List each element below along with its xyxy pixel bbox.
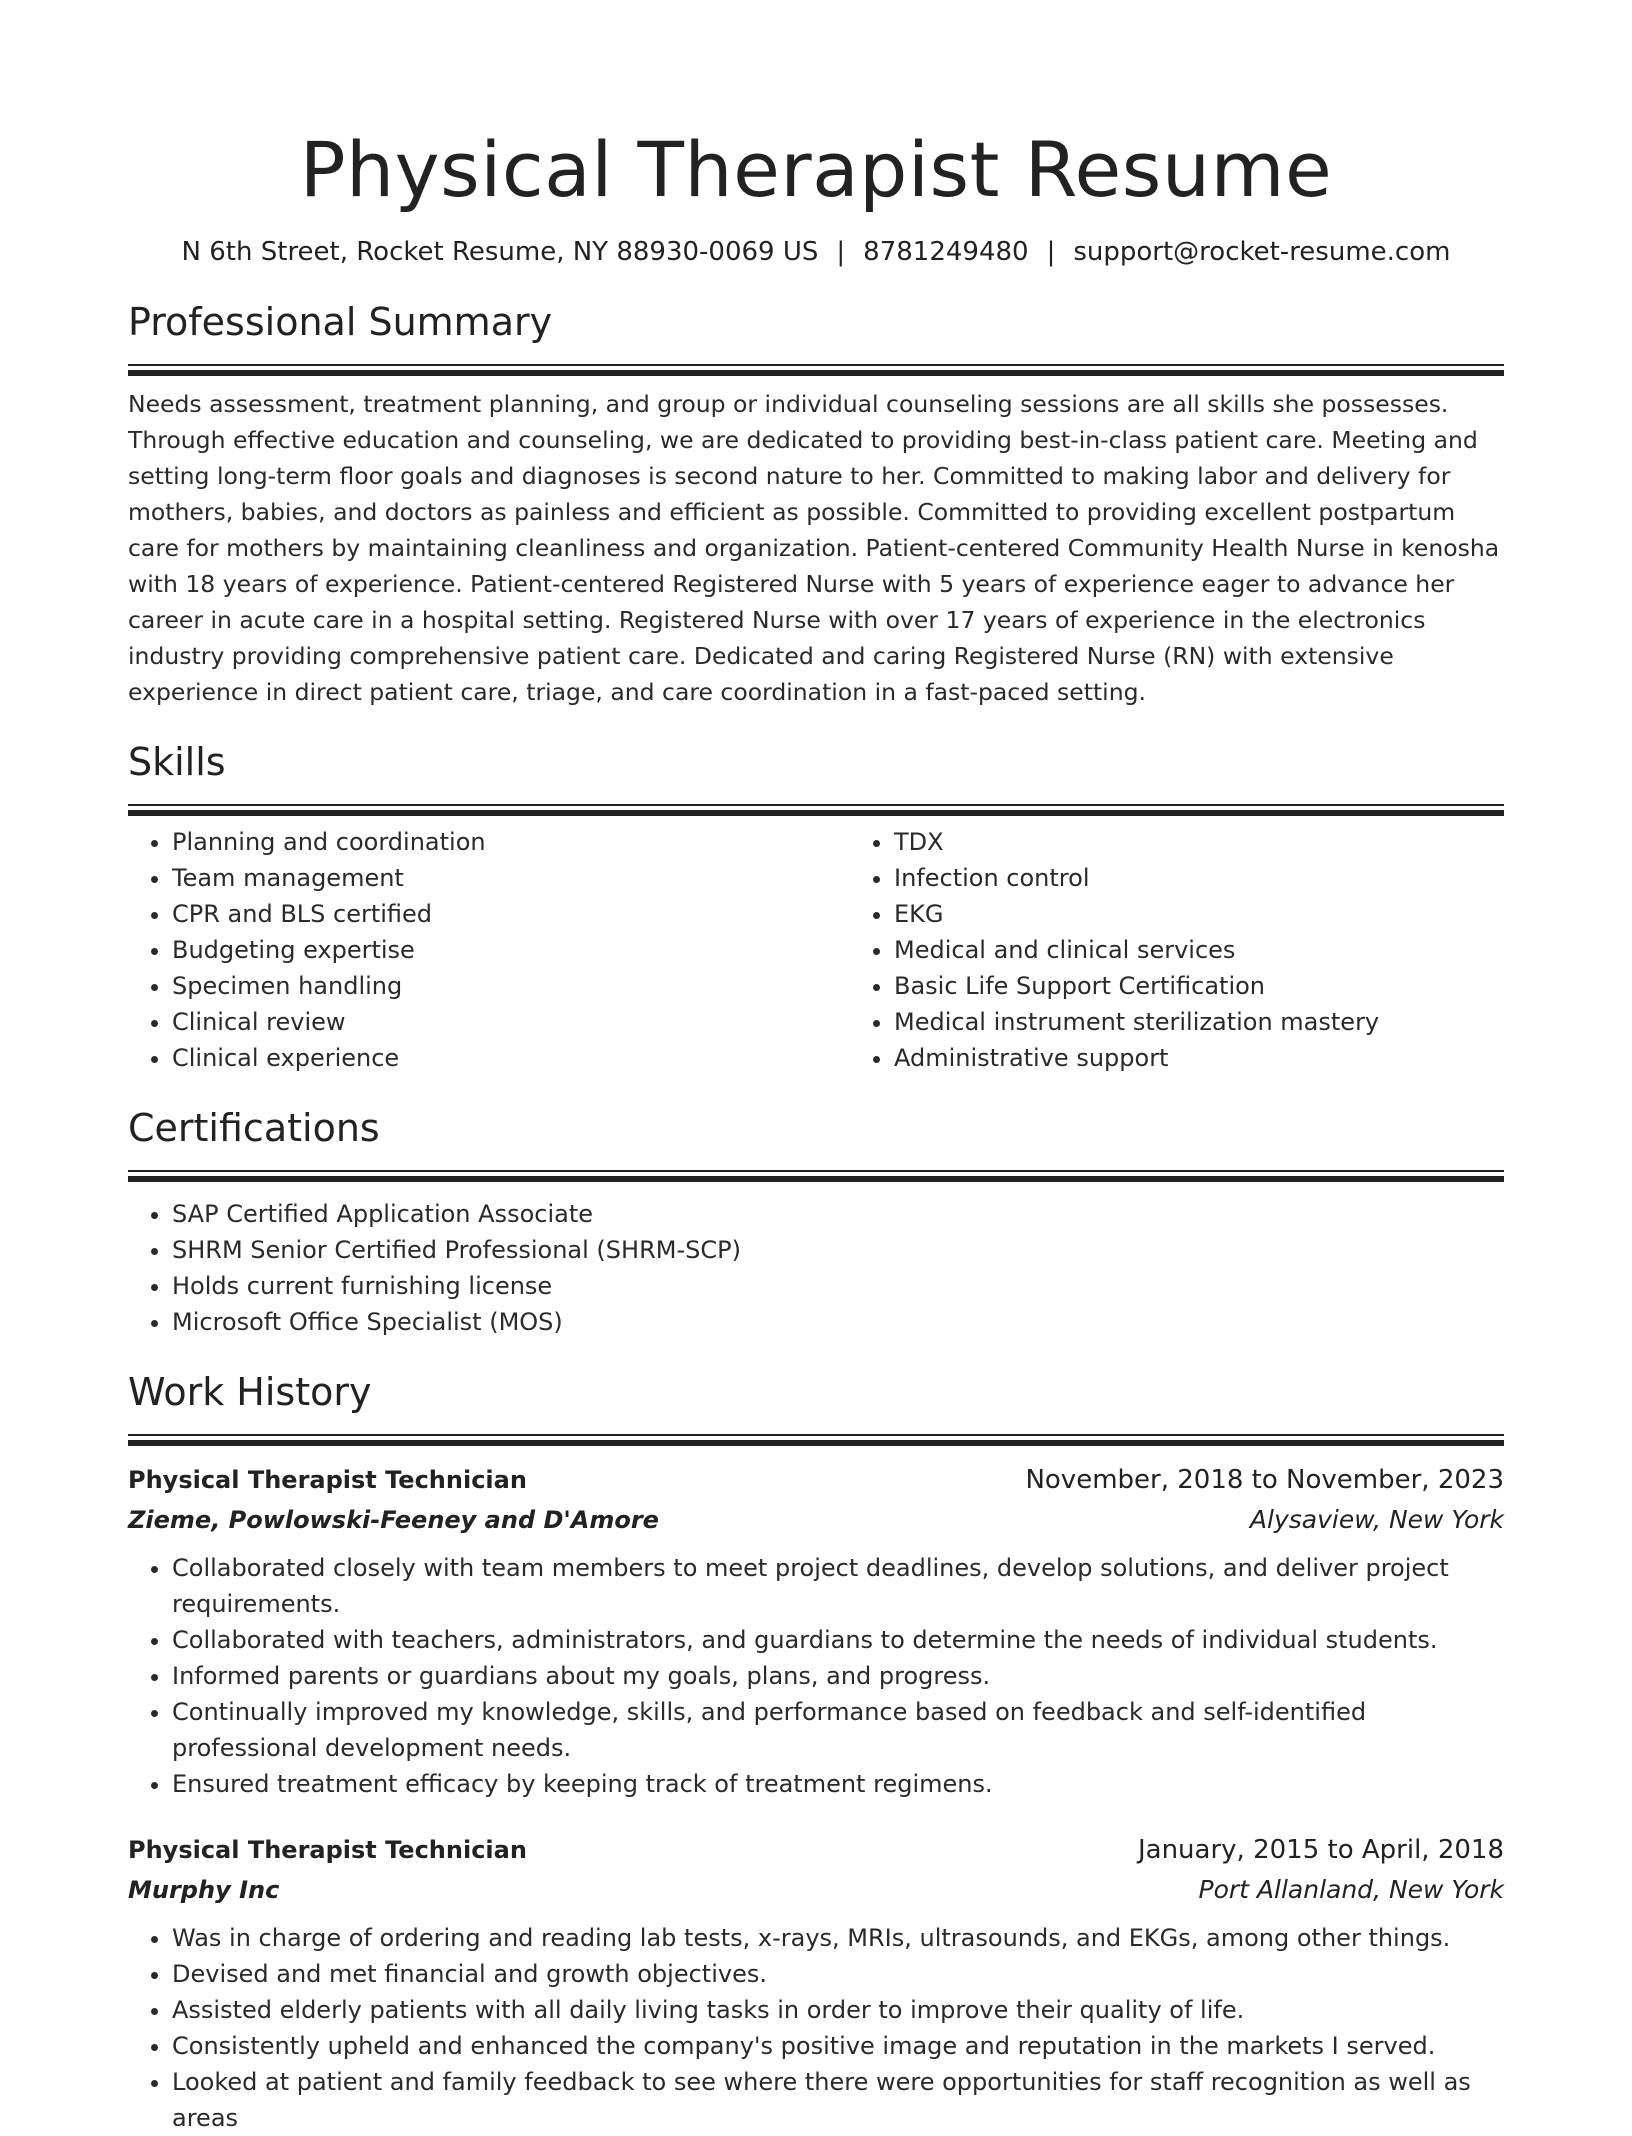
job-dates: November, 2018 to November, 2023 [1025,1465,1504,1495]
list-item: • CPR and BLS certified [172,896,850,932]
list-item: • Collaborated with teachers, administrators, and guardians to determine the needs of individual students. [172,1622,1504,1658]
contact-separator: | [1046,237,1056,267]
skills-list-left [128,824,850,1076]
job-company: Zieme, Powlowski-Feeney and D'Amore [128,1506,659,1534]
section-divider [128,1434,1504,1446]
job-header [128,1460,1504,1500]
list-item: • EKG [894,896,1572,932]
contact-email[interactable]: support@rocket-resume.com [1073,237,1451,267]
job-subheader [128,1870,1504,1910]
job-title: Physical Therapist Technician [128,1466,527,1494]
skills-list-right [850,824,1572,1076]
section-divider [128,364,1504,376]
list-item: • Was in charge of ordering and reading lab tests, x-rays, MRIs, ultrasounds, and EKGs, among other things. [172,1920,1504,1956]
work-history-section [128,1366,1504,2136]
list-item: • Informed parents or guardians about my goals, plans, and progress. [172,1658,1504,1694]
skills-section [128,736,1504,1076]
list-item: • Infection control [894,860,1572,896]
list-item: • Planning and coordination [172,824,850,860]
section-divider [128,1170,1504,1182]
list-item: • Assisted elderly patients with all daily living tasks in order to improve their quality of life. [172,1992,1504,2028]
job-subheader [128,1500,1504,1540]
list-item: • Basic Life Support Certification [894,968,1572,1004]
resume-content [128,118,1504,2136]
job-entry [128,1830,1504,2136]
list-item: • Clinical experience [172,1040,850,1076]
list-item: • Team management [172,860,850,896]
job-company: Murphy Inc [128,1876,280,1904]
job-bullets [128,1550,1504,1802]
contact-phone: 8781249480 [863,237,1029,267]
list-item: • SHRM Senior Certified Professional (SHRM-SCP) [172,1232,1504,1268]
list-item: • Holds current furnishing license [172,1268,1504,1304]
contact-address: N 6th Street, Rocket Resume, NY 88930-0069 US [181,237,819,267]
page-title: Physical Therapist Resume [299,125,1333,214]
list-item: • Specimen handling [172,968,850,1004]
list-item: • TDX [894,824,1572,860]
contact-line [128,234,1504,270]
job-entry [128,1460,1504,1802]
list-item: • Looked at patient and family feedback to see where there were opportunities for staff recognition as well as areas [172,2064,1504,2136]
list-item: • SAP Certified Application Associate [172,1196,1504,1232]
list-item: • Medical and clinical services [894,932,1572,968]
certifications-list [128,1196,1504,1340]
list-item: • Ensured treatment efficacy by keeping track of treatment regimens. [172,1766,1504,1802]
section-heading-skills: Skills [128,740,226,784]
list-item: • Clinical review [172,1004,850,1040]
summary-section [128,296,1504,710]
list-item: • Collaborated closely with team members to meet project deadlines, develop solutions, and deliver project requirements. [172,1550,1504,1622]
list-item: • Continually improved my knowledge, skills, and performance based on feedback and self-identified professional development needs. [172,1694,1504,1766]
job-header [128,1830,1504,1870]
section-heading-work-history: Work History [128,1370,372,1414]
section-divider [128,804,1504,816]
job-location: Alysaview, New York [1249,1505,1504,1534]
job-title: Physical Therapist Technician [128,1836,527,1864]
job-dates: January, 2015 to April, 2018 [1137,1835,1504,1865]
job-location: Port Allanland, New York [1198,1875,1504,1904]
certifications-section [128,1102,1504,1340]
list-item: • Consistently upheld and enhanced the company's positive image and reputation in the markets I served. [172,2028,1504,2064]
section-heading-summary: Professional Summary [128,300,553,344]
list-item: • Microsoft Office Specialist (MOS) [172,1304,1504,1340]
list-item: • Administrative support [894,1040,1572,1076]
summary-text: Needs assessment, treatment planning, and group or individual counseling sessions are all skills she possesses. Through effective education and counseling, we are dedicated to providing best-in-class patient care. Meeting and setting long-term floor goals and diagnoses is second nature to her. Committed to making labor and delivery for mothers, babies, and doctors as painless and efficient as possible. Committed to providing excellent postpartum care for mothers by maintaining cleanliness and organization. Patient-centered Community Health Nurse in kenosha with 18 years of experience. Patient-centered Registered Nurse with 5 years of experience eager to advance her career in acute care in a hospital setting. Registered Nurse with over 17 years of experience in the electronics industry providing comprehensive patient care. Dedicated and caring Registered Nurse (RN) with extensive experience in direct patient care, triage, and care coordination in a fast-paced setting. [128,390,1500,706]
skills-grid [128,824,1504,1076]
list-item: • Devised and met financial and growth objectives. [172,1956,1504,1992]
section-heading-certifications: Certifications [128,1106,380,1150]
list-item: • Medical instrument sterilization mastery [894,1004,1572,1040]
job-bullets [128,1920,1504,2136]
contact-separator: | [836,237,846,267]
list-item: • Budgeting expertise [172,932,850,968]
